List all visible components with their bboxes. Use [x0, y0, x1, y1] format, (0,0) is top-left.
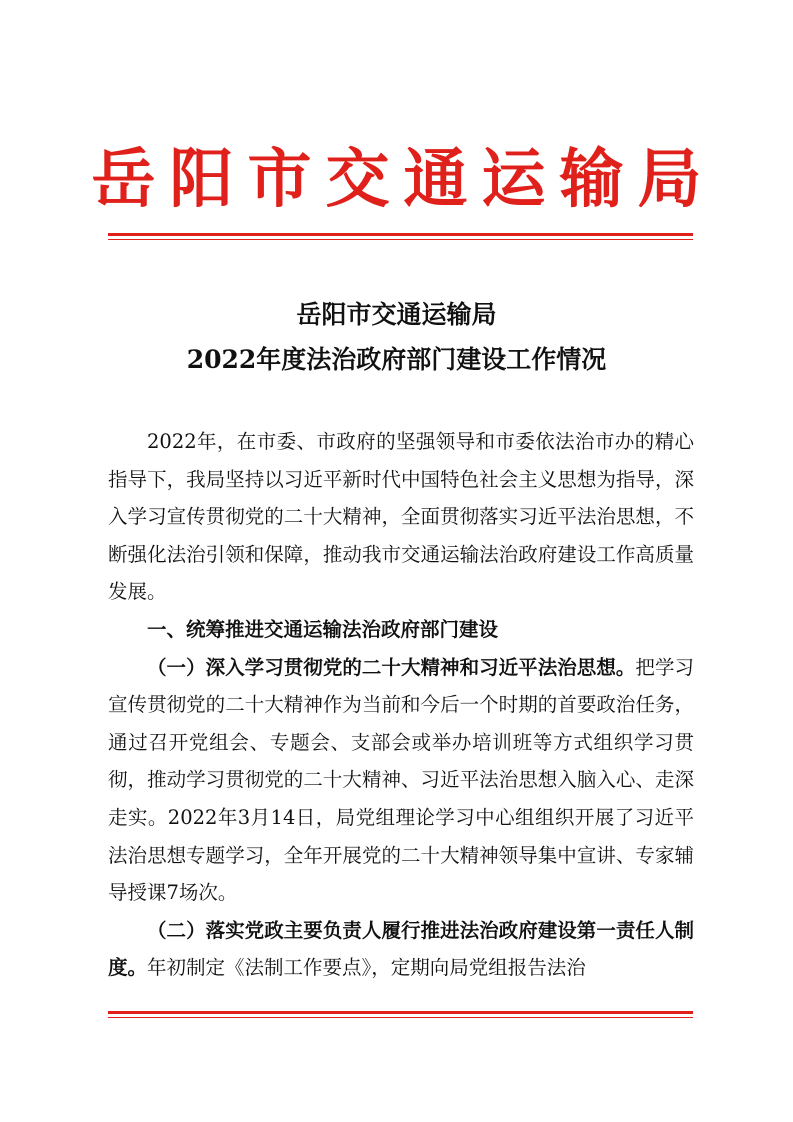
item-1-heading: （一）深入学习贯彻党的二十大精神和习近平法治思想。	[147, 655, 636, 679]
masthead-rule-thick	[108, 233, 693, 236]
item-2-heading: （二）落实党政主要负责人履行推进法治政府建设第一责任人制度。	[108, 918, 694, 980]
document-title-line-2: 2022年度法治政府部门建设工作情况	[186, 345, 607, 374]
intro-paragraph: 2022年，在市委、市政府的坚强领导和市委依法治市办的精心指导下，我局坚持以习近平新时代中国特色社会主义思想为指导，深入学习宣传贯彻党的二十大精神，全面贯彻落实习近平法治思想，不断强化法治引领和保障，推动我市交通运输法治政府建设工作高质量发展。	[108, 430, 694, 604]
item-1-text: 把学习宣传贯彻党的二十大精神作为当前和今后一个时期的首要政治任务，通过召开党组会、专题会、支部会或举办培训班等方式组织学习贯彻，推动学习贯彻党的二十大精神、习近平法治思想入脑入心、走深走实。2022年3月14日，局党组理论学习中心组组织开展了习近平法治思想专题学习，全年开展党的二十大精神领导集中宣讲、专家辅导授课7场次。	[108, 655, 694, 905]
footer-rule-thick	[108, 1011, 693, 1014]
item-1-paragraph	[108, 649, 694, 912]
masthead-rule-thin	[108, 239, 693, 240]
item-2-text: 年初制定《法制工作要点》，定期向局党组报告法治	[147, 956, 586, 980]
section-heading-1	[108, 611, 694, 649]
footer-rule-thin	[108, 1017, 693, 1018]
document-body	[108, 423, 694, 987]
item-2-paragraph	[108, 912, 694, 987]
section-heading-1-text: 一、统筹推进交通运输法治政府部门建设	[147, 617, 499, 641]
masthead-title: 岳阳市交通运输局	[91, 142, 716, 217]
document-title-line-1: 岳阳市交通运输局	[296, 300, 497, 329]
